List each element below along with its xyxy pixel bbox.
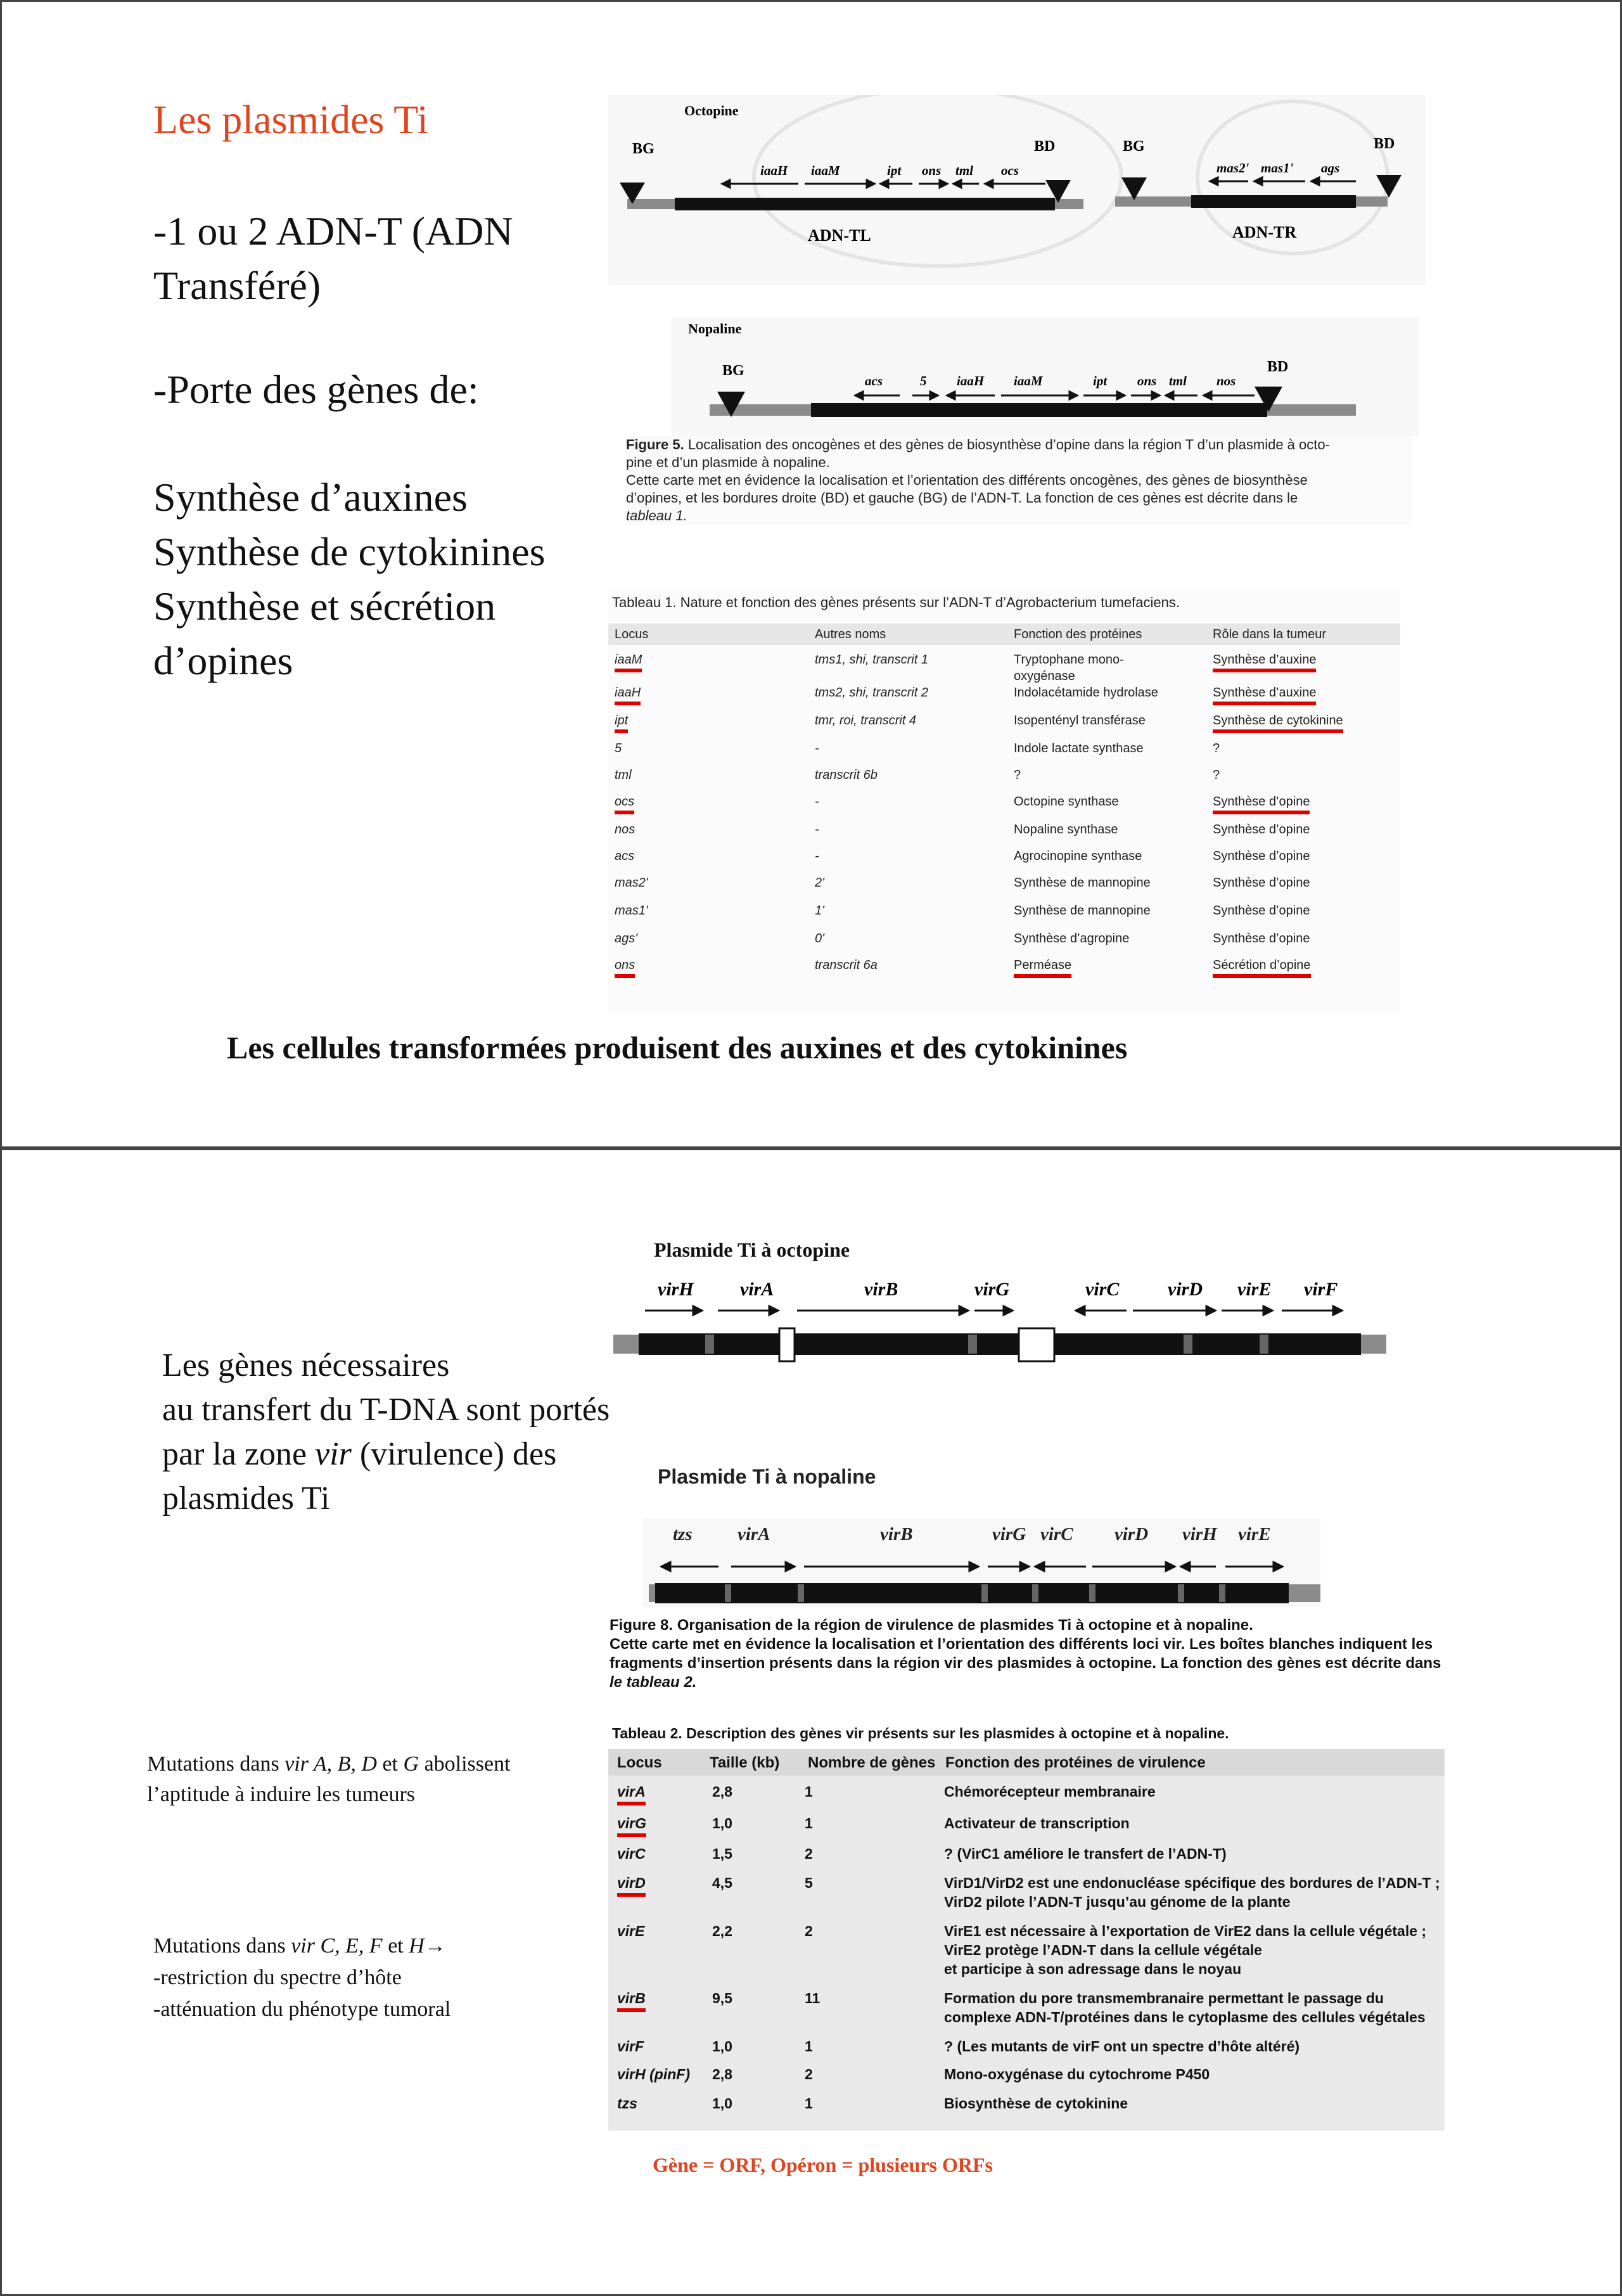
table-cell: Chémorécepteur membranaire [944,1783,1156,1800]
table-row [608,1923,1445,1977]
table-cell: Synthèse de mannopine [1014,876,1151,890]
svg-text:acs: acs [865,373,883,388]
table-cell: VirE1 est nécessaire à l’exportation de VirE2 dans la cellule végétale ; [944,1923,1427,1939]
table-cell: 1 [805,2038,813,2055]
table-cell: Perméase [1014,958,1071,978]
table-cell: - [815,741,819,755]
table-cell: ipt [615,714,628,733]
svg-text:tzs: tzs [673,1524,693,1544]
table-cell: tms1, shi, transcrit 1 [815,653,928,667]
table-cell: Agrocinopine synthase [1014,849,1142,863]
table-cell: tmr, roi, transcrit 4 [815,714,917,728]
table-cell: 2,2 [712,1923,732,1939]
table-cell: ? (VirC1 améliore le transfert de l’ADN-T) [944,1845,1227,1862]
table-cell: 1 [805,1815,813,1831]
table-row [608,1845,1445,1873]
nopaline-vir-map-label: Plasmide Ti à nopaline [658,1465,876,1488]
svg-text:iaaM: iaaM [811,163,840,178]
figure-5-caption: Figure 5. Localisation des oncogènes et des gènes de biosynthèse d’opine dans la région T d’un plasmide à octo- pine et d’un plasmide à nopaline. Cette carte met en évidence la localisation et l’orientation des différents oncogènes, des gènes de biosynthèse d’opines, et les bordures droite (BD) et gauche (BG) de l’ADN-T. La fonction de ces gènes est décrite dans le tableau 1. [626,436,1412,525]
table-cell: tzs [617,2095,637,2112]
table-cell: Nopaline synthase [1014,823,1118,837]
svg-text:ipt: ipt [887,163,902,178]
table-cell: Indole lactate synthase [1014,741,1144,755]
table-row [608,741,1400,767]
table-cell: 5 [805,1875,813,1891]
table-cell: 1,0 [712,2038,732,2055]
table-cell: 2 [805,1923,813,1939]
table-1-caption: Tableau 1. Nature et fonction des gènes présents sur l’ADN-T d’Agrobacterium tumefaciens. [612,594,1180,610]
table-row [608,795,1400,820]
slide-1-conclusion: Les cellules transformées produisent des auxines et des cytokinines [227,1030,1128,1065]
nopaline-vir-map [642,1518,1320,1607]
table-cell: Synthèse d’opine [1213,932,1310,946]
svg-text:nos: nos [1216,373,1236,388]
table-cell: Synthèse d’opine [1213,795,1310,814]
table-row [608,653,1400,683]
svg-text:virG: virG [974,1279,1009,1300]
svg-text:tml: tml [1169,373,1187,388]
vir-zone-text: Les gènes nécessaires au transfert du T-DNA sont portés par la zone vir (virulence) des plasmides Ti [162,1347,610,1517]
table-cell: nos [615,823,635,837]
nopaline-bg: BG [722,362,744,379]
adn-tr-label: ADN-TR [1232,223,1297,241]
table-cell: Formation du pore transmembranaire permettant le passage du [944,1990,1384,2006]
svg-text:ags: ags [1321,160,1340,176]
table-cell: Synthèse de cytokinine [1213,714,1343,733]
table-cell: Tryptophane mono- [1014,653,1124,667]
table-row [608,823,1400,848]
octopine-bd-left: BD [1034,138,1056,155]
table-row [608,849,1400,875]
svg-text:virC: virC [1085,1279,1120,1300]
table-cell: transcrit 6b [815,768,878,782]
table-cell: virC [617,1845,646,1862]
table-1 [608,589,1400,1014]
table-cell: virD [617,1875,646,1897]
table-2 [608,1721,1445,2133]
svg-text:virD: virD [1168,1279,1203,1300]
table-cell: 1,0 [712,2095,732,2112]
slide-1-gene-line-2: Synthèse de cytokinines [153,529,546,574]
slide-1-bullet-2: -Porte des gènes de: [153,367,479,412]
table-row [608,1783,1445,1811]
table-2-caption: Tableau 2. Description des gènes vir présents sur les plasmides à octopine et à nopaline. [612,1725,1229,1741]
table-cell: Synthèse d’opine [1213,849,1310,863]
table-cell: ? [1213,741,1220,755]
table-cell-continuation: oxygénase [1014,669,1075,683]
table-cell: 4,5 [712,1875,732,1891]
svg-text:ipt: ipt [1093,373,1108,388]
table-cell: mas1' [615,904,648,918]
table-cell: Octopine synthase [1014,795,1119,809]
table-cell: 1 [805,1783,813,1800]
table-cell: Activateur de transcription [944,1815,1130,1831]
svg-text:virH: virH [1182,1524,1217,1544]
svg-text:virH: virH [658,1279,694,1300]
table-cell: acs [615,849,635,863]
svg-text:iaaH: iaaH [957,373,985,388]
svg-text:virE: virE [1237,1279,1272,1300]
table-cell-continuation: et participe à son adressage dans le noyau [944,1961,1242,1977]
svg-text:virC: virC [1040,1524,1073,1544]
slide-1-gene-line-3: Synthèse et sécrétion [153,584,496,629]
table-cell: 2,8 [712,2066,732,2082]
table-cell: virA [617,1783,646,1805]
table-cell: ons [615,958,635,978]
table-cell: - [815,823,819,837]
table-cell: 1,0 [712,1815,732,1831]
table-cell: Synthèse d’auxine [1213,653,1316,672]
svg-text:mas1': mas1' [1261,160,1294,176]
table-1-header: Locus Autres noms Fonction des protéines Rôle dans la tumeur [608,624,1400,645]
table-cell: 2 [805,2066,813,2082]
table-cell: Synthèse d’auxine [1213,686,1316,705]
table-cell: virH (pinF) [617,2066,690,2082]
table-cell: - [815,849,819,863]
octopine-bg-left: BG [632,141,655,157]
octopine-vir-map [613,1274,1393,1369]
svg-text:mas2': mas2' [1216,160,1249,176]
slide-1-gene-line-4: d’opines [153,638,293,683]
adn-tl-label: ADN-TL [808,226,871,245]
footer-orf-note: Gène = ORF, Opéron = plusieurs ORFs [653,2153,993,2176]
table-cell: virG [617,1815,646,1837]
table-cell: Biosynthèse de cytokinine [944,2095,1128,2112]
svg-text:virE: virE [1238,1524,1271,1544]
table-cell: virF [617,2038,644,2055]
svg-text:ons: ons [1137,373,1157,388]
table-row [608,2066,1445,2094]
table-row [608,714,1400,739]
svg-text:iaaM: iaaM [1014,373,1043,388]
slide-1-title: Les plasmides Ti [153,97,428,142]
table-cell: 5 [615,741,622,755]
svg-text:tml: tml [955,163,974,178]
table-cell: Synthèse d’opine [1213,904,1310,918]
mutations-text-2: Mutations dans vir C, E, F et H→ -restriction du spectre d’hôte -atténuation du phénotype tumoral [153,1934,451,2021]
table-cell: 2,8 [712,1783,732,1800]
table-cell: 2' [815,876,824,890]
table-row [608,1875,1445,1910]
table-cell: ? [1213,768,1220,782]
table-cell: 1,5 [712,1845,732,1862]
svg-text:virB: virB [864,1279,898,1300]
nopaline-bd: BD [1267,359,1289,375]
svg-text:virA: virA [740,1279,774,1300]
nopaline-label: Nopaline [688,321,742,337]
table-cell: Synthèse d’agropine [1014,932,1130,946]
svg-text:5: 5 [920,373,927,388]
table-row [608,1815,1445,1843]
table-2-header: Locus Taille (kb) Nombre de gènes Fonction des protéines de virulence [608,1749,1445,1776]
svg-text:virA: virA [738,1524,770,1544]
svg-text:virB: virB [880,1524,913,1544]
octopine-label: Octopine [684,103,739,119]
table-cell: 0' [815,932,824,946]
table-cell: ? [1014,768,1021,782]
table-cell: mas2' [615,876,648,890]
octopine-tdna-map [608,95,1426,285]
table-cell: ? (Les mutants de virF ont un spectre d’hôte altéré) [944,2038,1300,2055]
nopaline-tdna-map [672,317,1419,437]
table-cell: Mono-oxygénase du cytochrome P450 [944,2066,1210,2082]
svg-text:ons: ons [922,163,942,178]
table-cell-continuation: VirE2 protège l’ADN-T dans la cellule végétale [944,1942,1262,1958]
table-cell-continuation: VirD2 pilote l’ADN-T jusqu’au génome de la plante [944,1894,1291,1910]
table-cell: virB [617,1990,646,2012]
svg-text:iaaH: iaaH [760,163,788,178]
table-cell: iaaH [615,686,641,705]
table-cell: Indolacétamide hydrolase [1014,686,1158,700]
table-row [608,876,1400,901]
table-row [608,958,1400,984]
slide-1-gene-line-1: Synthèse d’auxines [153,475,468,520]
table-cell: 11 [805,1990,821,2006]
table-cell: Isopentényl transférase [1014,714,1146,728]
table-cell: VirD1/VirD2 est une endonucléase spécifique des bordures de l’ADN-T ; [944,1875,1440,1891]
arrow-right-icon: → [424,1934,446,1958]
table-cell: 1' [815,904,824,918]
octopine-bg-right: BG [1123,138,1145,155]
table-row [608,686,1400,711]
table-cell: iaaM [615,653,642,672]
table-cell: Sécrétion d’opine [1213,958,1311,978]
bullet-1-text: -1 ou 2 ADN-T (ADN Transféré) [153,208,513,308]
table-row [608,768,1400,793]
slide-1-bullet-1 [153,204,584,313]
table-cell: virE [617,1923,645,1939]
table-row [608,904,1400,929]
table-row [608,2038,1445,2066]
octopine-vir-map-label: Plasmide Ti à octopine [654,1238,850,1261]
svg-text:virD: virD [1114,1524,1149,1544]
table-cell-continuation: complexe ADN-T/protéines dans le cytoplasme des cellules végétales [944,2009,1426,2025]
table-cell: ocs [615,795,634,814]
table-cell: ags' [615,932,638,946]
table-row [608,1990,1445,2025]
table-cell: transcrit 6a [815,958,878,972]
table-cell: Synthèse d’opine [1213,823,1310,837]
figure-8-caption: Figure 8. Organisation de la région de virulence de plasmides Ti à octopine et à nopaline. Cette carte met en évidence la localisation et l’orientation des différents loci vir. Les boîtes blanches indiquent les fragments d’insertion présents dans la région vir des plasmides à octopine. La fonction des gènes est décrite dans le tableau 2. [610,1617,1441,1691]
svg-text:virG: virG [992,1524,1026,1544]
table-row [608,2095,1445,2123]
svg-text:ocs: ocs [1001,163,1019,178]
table-row [608,932,1400,957]
mutations-text-1: Mutations dans vir A, B, D et G abolissent l’aptitude à induire les tumeurs [147,1752,511,1806]
table-cell: 1 [805,2095,813,2112]
svg-text:virF: virF [1304,1279,1338,1300]
table-cell: tml [615,768,632,782]
table-cell: 2 [805,1845,813,1862]
table-cell: 9,5 [712,1990,732,2006]
table-cell: Synthèse d’opine [1213,876,1310,890]
table-cell: - [815,795,819,809]
table-cell: tms2, shi, transcrit 2 [815,686,928,700]
table-cell: Synthèse de mannopine [1014,904,1151,918]
octopine-bd-right: BD [1374,136,1395,152]
